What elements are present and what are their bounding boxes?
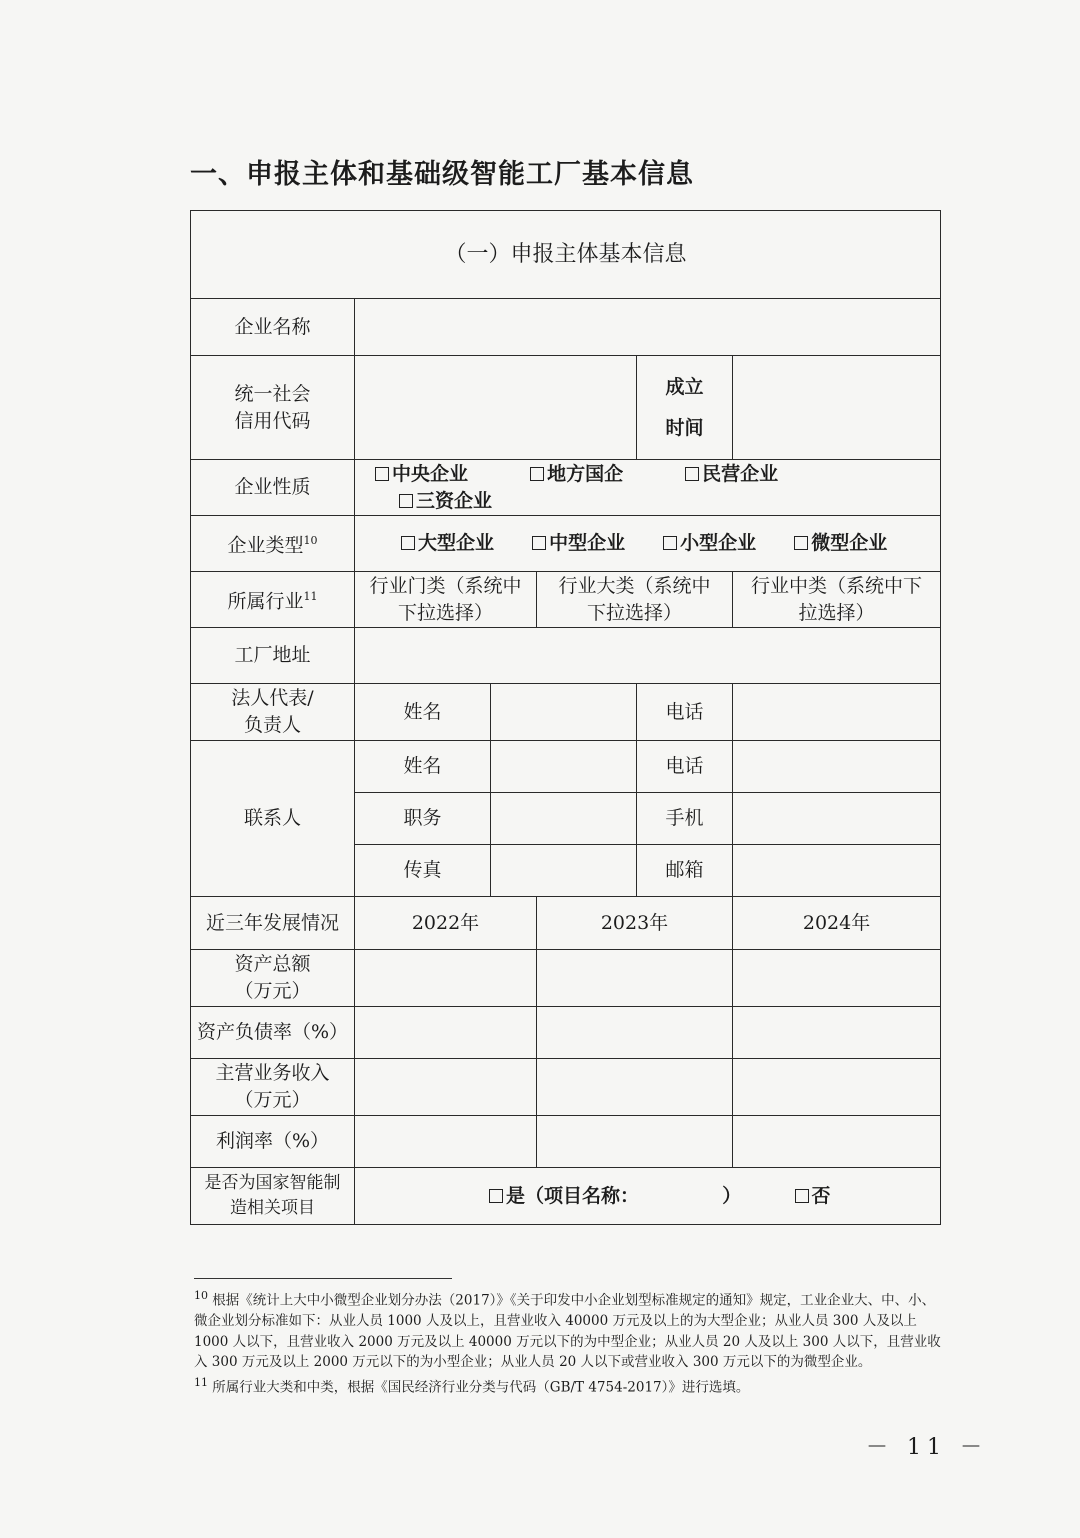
total-assets-label: 资产总额 （万元） bbox=[191, 950, 355, 1007]
contact-position-label: 职务 bbox=[355, 793, 491, 845]
contact-email-field[interactable] bbox=[733, 845, 941, 897]
type-options bbox=[355, 516, 941, 572]
profit-rate-label: 利润率（%） bbox=[191, 1116, 355, 1168]
page-number: － 11 － bbox=[866, 1435, 988, 1460]
type-medium-checkbox[interactable]: 中型企业 bbox=[532, 530, 625, 557]
contact-email-label: 邮箱 bbox=[637, 845, 733, 897]
basic-info-table bbox=[190, 210, 941, 1225]
total-assets-2023-field[interactable] bbox=[537, 950, 733, 1007]
contact-phone-label: 电话 bbox=[637, 741, 733, 793]
checkbox-icon bbox=[399, 494, 413, 508]
contact-mobile-field[interactable] bbox=[733, 793, 941, 845]
contact-label: 联系人 bbox=[191, 741, 355, 897]
revenue-2022-field[interactable] bbox=[355, 1059, 537, 1116]
year-2024-header: 2024年 bbox=[733, 897, 941, 950]
section-title: （一）申报主体基本信息 bbox=[191, 211, 941, 299]
checkbox-icon bbox=[530, 467, 544, 481]
revenue-2024-field[interactable] bbox=[733, 1059, 941, 1116]
contact-mobile-label: 手机 bbox=[637, 793, 733, 845]
debt-ratio-2022-field[interactable] bbox=[355, 1007, 537, 1059]
footnote-ref-11: 11 bbox=[303, 590, 318, 604]
development-label: 近三年发展情况 bbox=[191, 897, 355, 950]
type-large-checkbox[interactable]: 大型企业 bbox=[401, 530, 494, 557]
profit-rate-2024-field[interactable] bbox=[733, 1116, 941, 1168]
national-project-label: 是否为国家智能制 造相关项目 bbox=[191, 1168, 355, 1225]
profit-rate-2022-field[interactable] bbox=[355, 1116, 537, 1168]
factory-address-label: 工厂地址 bbox=[191, 628, 355, 684]
legal-rep-name-label: 姓名 bbox=[355, 684, 491, 741]
factory-address-field[interactable] bbox=[355, 628, 941, 684]
credit-code-label: 统一社会 信用代码 bbox=[191, 356, 355, 460]
checkbox-icon bbox=[685, 467, 699, 481]
national-project-no-checkbox[interactable]: 否 bbox=[795, 1185, 831, 1207]
total-assets-2024-field[interactable] bbox=[733, 950, 941, 1007]
type-micro-checkbox[interactable]: 微型企业 bbox=[794, 530, 887, 557]
year-2022-header: 2022年 bbox=[355, 897, 537, 950]
industry-middle-select[interactable]: 行业中类（系统中下 拉选择） bbox=[733, 572, 941, 628]
nature-label: 企业性质 bbox=[191, 460, 355, 516]
legal-rep-name-field[interactable] bbox=[491, 684, 637, 741]
national-project-yes-checkbox[interactable]: 是（项目名称： bbox=[489, 1185, 639, 1207]
nature-central-checkbox[interactable]: 中央企业 bbox=[375, 461, 468, 488]
credit-code-field[interactable] bbox=[355, 356, 637, 460]
revenue-2023-field[interactable] bbox=[537, 1059, 733, 1116]
footnote-ref-10: 10 bbox=[303, 534, 318, 548]
footnotes bbox=[194, 1286, 944, 1398]
nature-foreign-checkbox[interactable]: 三资企业 bbox=[399, 488, 492, 515]
total-assets-2022-field[interactable] bbox=[355, 950, 537, 1007]
debt-ratio-label: 资产负债率（%） bbox=[191, 1007, 355, 1059]
nature-local-soe-checkbox[interactable]: 地方国企 bbox=[530, 461, 623, 488]
national-project-options bbox=[355, 1168, 941, 1225]
checkbox-icon bbox=[795, 1189, 809, 1203]
page-heading: 一、申报主体和基础级智能工厂基本信息 bbox=[190, 159, 694, 190]
company-name-field[interactable] bbox=[355, 299, 941, 356]
legal-rep-phone-label: 电话 bbox=[637, 684, 733, 741]
nature-private-checkbox[interactable]: 民营企业 bbox=[685, 461, 778, 488]
revenue-label: 主营业务收入 （万元） bbox=[191, 1059, 355, 1116]
founded-field[interactable] bbox=[733, 356, 941, 460]
founded-label: 成立 时间 bbox=[637, 356, 733, 460]
industry-gate-select[interactable]: 行业门类（系统中 下拉选择） bbox=[355, 572, 537, 628]
contact-fax-label: 传真 bbox=[355, 845, 491, 897]
debt-ratio-2024-field[interactable] bbox=[733, 1007, 941, 1059]
legal-rep-phone-field[interactable] bbox=[733, 684, 941, 741]
checkbox-icon bbox=[794, 536, 808, 550]
year-2023-header: 2023年 bbox=[537, 897, 733, 950]
footnote-10: $^{10}$ 根据《统计上大中小微型企业划分办法（2017）》《关于印发中小企业划型标准规定的通知》规定，工业企业大、中、小、微企业划分标准如下：从业人员 1000 人及以上，且营业收入 40000 万元及以上的为大型企业；从业人员 300 人及以上 1000 人以下，且营业收入 2000 万元及以上 40000 万元以下的为中型企业；从业人员 20 人及以上 300 人以下，且营业收入 300 万元及以上 2000 万元以下的为小型企业；从业人员 20 人以下或营业收入 300 万元以下的为微型企业。 bbox=[194, 1289, 941, 1370]
contact-name-label: 姓名 bbox=[355, 741, 491, 793]
debt-ratio-2023-field[interactable] bbox=[537, 1007, 733, 1059]
industry-label: 所属行业$^{11}$ bbox=[191, 572, 355, 628]
type-label: 企业类型$^{10}$ bbox=[191, 516, 355, 572]
footnote-11: $^{11}$ 所属行业大类和中类，根据《国民经济行业分类与代码（GB/T 4754-2017）》进行选填。 bbox=[194, 1375, 750, 1395]
profit-rate-2023-field[interactable] bbox=[537, 1116, 733, 1168]
checkbox-icon bbox=[375, 467, 389, 481]
checkbox-icon bbox=[489, 1189, 503, 1203]
footnote-divider bbox=[194, 1278, 452, 1279]
contact-fax-field[interactable] bbox=[491, 845, 637, 897]
industry-major-select[interactable]: 行业大类（系统中 下拉选择） bbox=[537, 572, 733, 628]
contact-name-field[interactable] bbox=[491, 741, 637, 793]
type-small-checkbox[interactable]: 小型企业 bbox=[663, 530, 756, 557]
checkbox-icon bbox=[663, 536, 677, 550]
contact-position-field[interactable] bbox=[491, 793, 637, 845]
nature-options bbox=[355, 460, 941, 516]
legal-rep-label: 法人代表/ 负责人 bbox=[191, 684, 355, 741]
company-name-label: 企业名称 bbox=[191, 299, 355, 356]
checkbox-icon bbox=[401, 536, 415, 550]
close-paren: ） bbox=[722, 1184, 742, 1207]
contact-phone-field[interactable] bbox=[733, 741, 941, 793]
checkbox-icon bbox=[532, 536, 546, 550]
